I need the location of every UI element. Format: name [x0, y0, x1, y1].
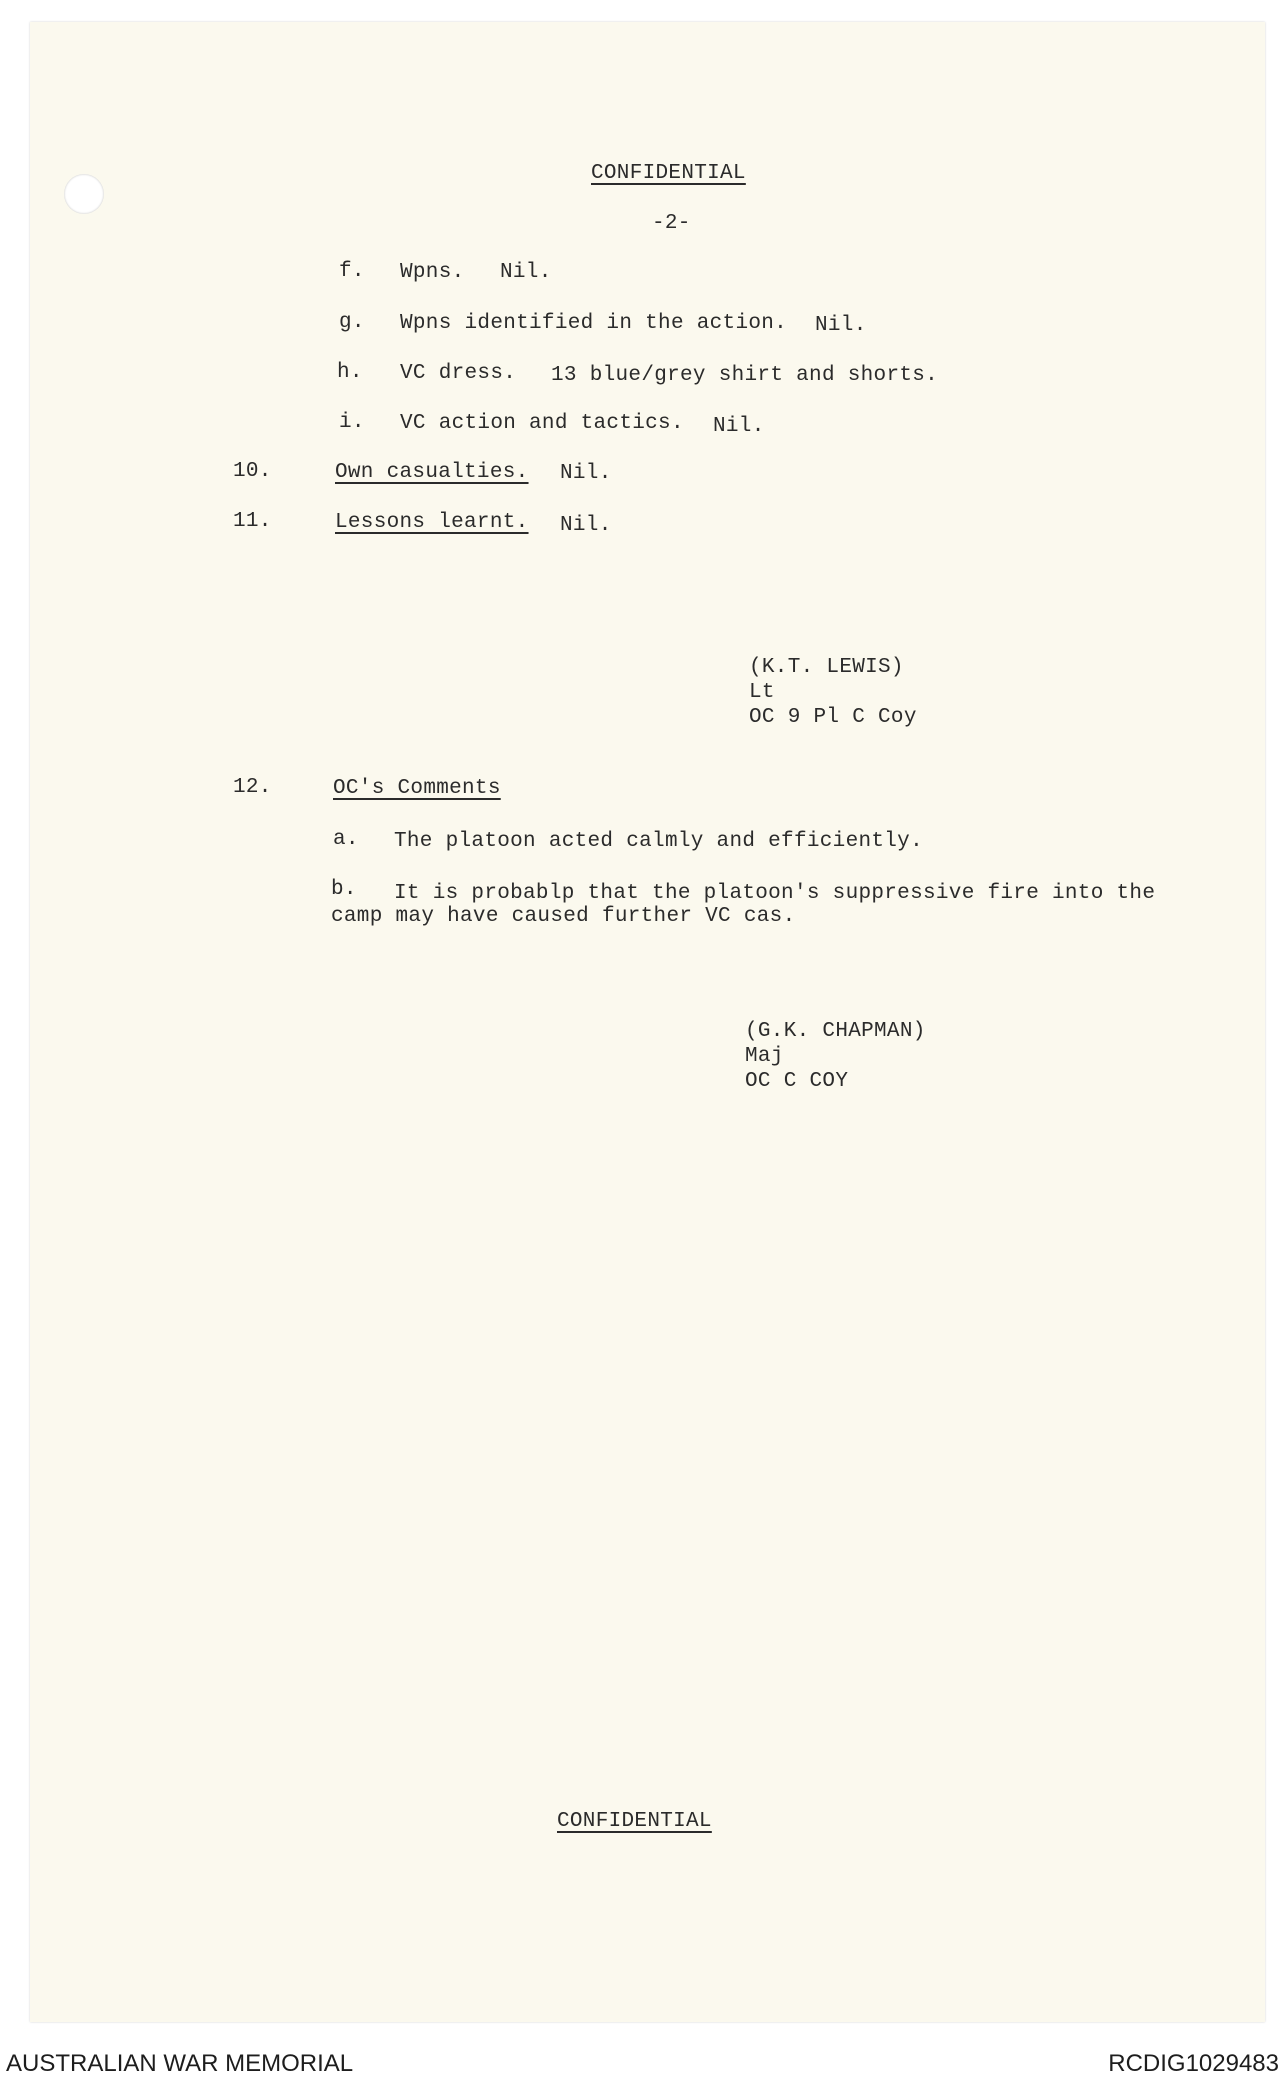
item-f-value: Nil.: [500, 261, 552, 284]
item-i-value: Nil.: [713, 415, 765, 438]
item-i-label: VC action and tactics.: [400, 412, 684, 435]
item-h-label: VC dress.: [400, 362, 517, 385]
section-10-title: Own casualties.: [335, 461, 529, 484]
footer-classification: CONFIDENTIAL: [557, 1810, 712, 1833]
signature-2-rank: Maj: [745, 1045, 784, 1068]
item-i-letter: i.: [339, 411, 365, 434]
signature-1-rank: Lt: [749, 681, 775, 704]
signature-2-appointment: OC C COY: [745, 1070, 849, 1093]
section-11-value: Nil.: [560, 514, 612, 537]
item-f-label: Wpns.: [400, 261, 465, 284]
comment-b-letter: b.: [331, 878, 357, 901]
item-h-value: 13 blue/grey shirt and shorts.: [551, 364, 939, 387]
section-12-number: 12.: [233, 776, 272, 799]
section-11-title: Lessons learnt.: [335, 511, 529, 534]
punch-hole: [64, 174, 104, 214]
comment-a-text: The platoon acted calmly and efficiently.: [394, 830, 923, 853]
item-g-label: Wpns identified in the action.: [400, 312, 788, 335]
comment-b-line-1: It is probablp that the platoon's suppressive fire into the: [394, 882, 1156, 905]
signature-2-name: (G.K. CHAPMAN): [745, 1020, 926, 1043]
comment-a-letter: a.: [333, 828, 359, 851]
page-number: -2-: [652, 212, 691, 235]
section-12-title: OC's Comments: [333, 777, 501, 800]
item-g-letter: g.: [339, 311, 365, 334]
item-f-letter: f.: [339, 260, 365, 283]
archive-reference: RCDIG1029483: [1108, 2050, 1279, 2077]
signature-1-name: (K.T. LEWIS): [749, 656, 904, 679]
archive-institution: AUSTRALIAN WAR MEMORIAL: [6, 2050, 354, 2077]
item-h-letter: h.: [337, 361, 363, 384]
comment-b-line-2: camp may have caused further VC cas.: [331, 905, 796, 928]
section-11-number: 11.: [233, 510, 272, 533]
header-classification: CONFIDENTIAL: [591, 162, 746, 185]
section-10-number: 10.: [233, 460, 272, 483]
signature-1-appointment: OC 9 Pl C Coy: [749, 706, 917, 729]
item-g-value: Nil.: [815, 314, 867, 337]
section-10-value: Nil.: [560, 462, 612, 485]
